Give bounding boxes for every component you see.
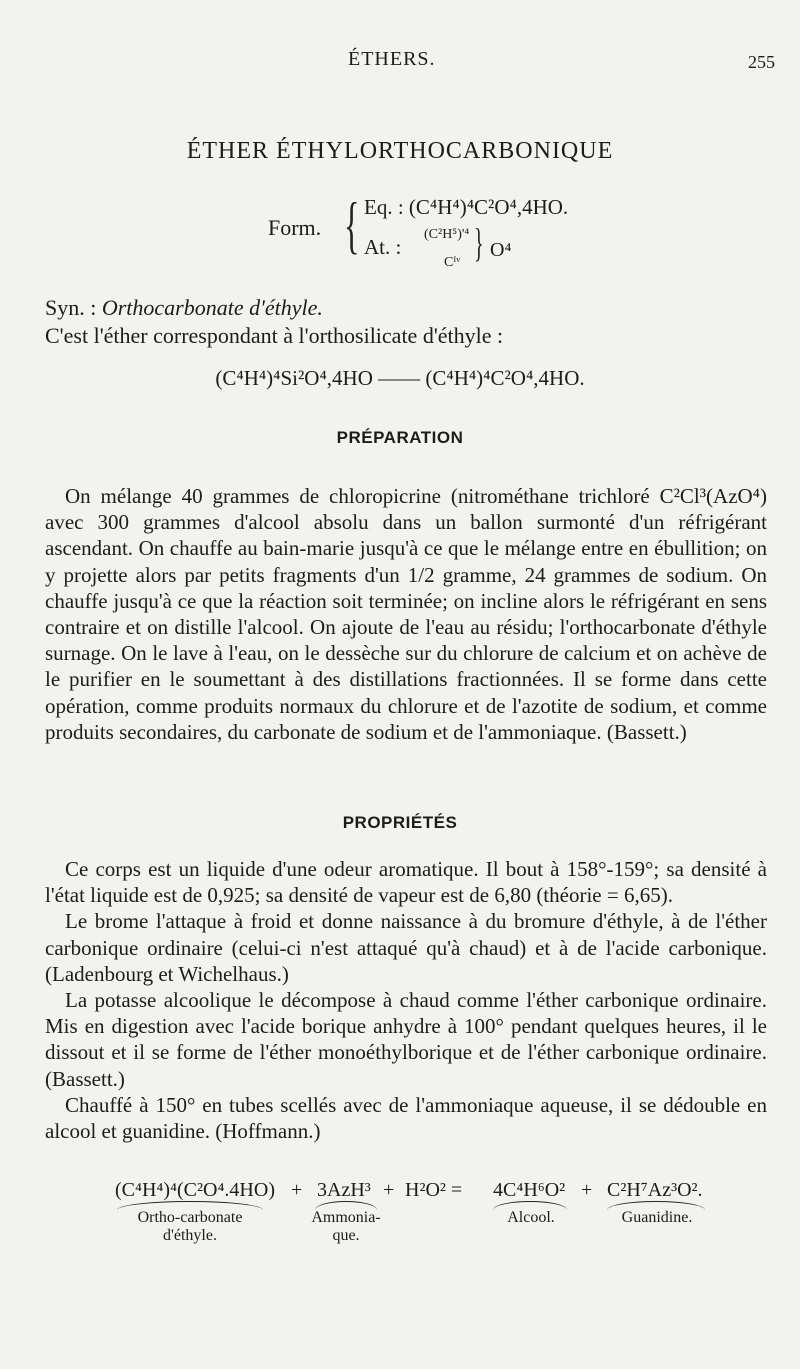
proprietes-paragraph-3: La potasse alcoolique le décompose à chaud comme l'éther carbonique ordinaire. Mis en digestion avec l'acide borique anhydre à 100° pendant quelques heures, il le dissout et il se forme de l'éther monoéthylborique et de l'éther carbonique ordinaire. (Bassett.) [45,988,767,1091]
equivalent-formula: Eq. : (C⁴H⁴)⁴C²O⁴,4HO. [364,195,569,219]
proprietes-paragraph-2: Le brome l'attaque à froid et donne naissance à du bromure d'éthyle, à de l'éther carbonique ordinaire (celui-ci n'est attaqué qu'à chaud) et à de l'acide carbonique. (Ladenbourg et Wichelhaus.) [45,909,767,986]
page-number: 255 [748,52,775,72]
comparison-formula: (C⁴H⁴)⁴Si²O⁴,4HO —— (C⁴H⁴)⁴C²O⁴,4HO. [215,366,585,390]
atomic-formula-suffix: O⁴ [490,239,512,261]
atomic-formula-bottom: Cᴵᵛ [444,255,461,270]
proprietes-paragraphs [45,856,767,1144]
running-header [0,48,800,78]
plus-sign: + [581,1179,593,1201]
label-ammonia [311,1209,381,1245]
label-orthocarbonate-line2: d'éthyle. [163,1227,217,1244]
proprietes-paragraph-1: Ce corps est un liquide d'une odeur aromatique. Il bout à 158°-159°; sa densité à l'état liquide est de 0,925; sa densité de vapeur est de 6,80 (théorie = 6,65). [45,857,767,908]
label-ammonia-line1: Ammonia- [311,1209,381,1226]
label-orthocarbonate [115,1209,265,1245]
synonym-name: Orthocarbonate d'éthyle. [101,295,323,320]
plus-sign: + [383,1179,395,1201]
section-heading-preparation: PRÉPARATION [336,428,464,447]
label-alcohol: Alcool. [507,1209,555,1226]
article-title: ÉTHER ÉTHYLORTHOCARBONIQUE [186,138,614,164]
reactant-ammonia: 3AzH³ [317,1179,371,1201]
intro-line: C'est l'éther correspondant à l'orthosilicate d'éthyle : [45,323,504,348]
running-title: ÉTHERS. [348,48,436,70]
section-heading-proprietes: PROPRIÉTÉS [342,813,458,832]
synonym-line [45,295,323,321]
reactant-orthocarbonate: (C⁴H⁴)⁴(C²O⁴.4HO) [115,1179,275,1201]
proprietes-paragraph-4: Chauffé à 150° en tubes scellés avec de l'ammoniaque aqueuse, il se dédouble en alcool et guanidine. (Hoffmann.) [45,1092,767,1144]
right-brace-icon: } [474,220,484,265]
formula-block [268,187,688,297]
atomic-formula-top: (C²H⁵)'⁴ [424,227,470,242]
label-orthocarbonate-line1: Ortho-carbonate [137,1209,243,1226]
formula-label: Form. [268,215,322,240]
preparation-paragraph [45,483,767,745]
product-guanidine: C²H⁷Az³O². [607,1179,703,1201]
label-guanidine: Guanidine. [621,1209,693,1226]
reaction-equation [115,1179,715,1259]
atomic-formula-prefix: At. : [364,235,402,259]
plus-sign: + [291,1179,303,1201]
preparation-text: On mélange 40 grammes de chloropicrine (nitrométhane trichloré C²Cl³(AzO⁴) avec 300 grammes d'alcool absolu dans un ballon surmonté d'un réfrigérant ascendant. On chauffe au bain-marie jusqu'à ce que le mélange entre en ébullition; on y projette alors par petits fragments d'un 1/2 gramme, 24 grammes de sodium. On chauffe jusqu'à ce que la réaction soit terminée; on incline alors le réfrigérant en sens contraire et on distille l'alcool. On ajoute de l'eau au résidu; l'orthocarbonate d'éthyle surnage. On le lave à l'eau, on le dessèche sur du chlorure de calcium et on achève de le purifier en le soumettant à des distillations fractionnées. Il se forme dans cette opération, comme produits normaux du chlorure et de l'azotite de sodium, et comme produits secondaires, du carbonate de sodium et de l'ammoniaque. (Bassett.) [45,484,767,744]
synonym-prefix: Syn. : [45,295,102,320]
label-ammonia-line2: que. [332,1227,360,1244]
product-alcohol: 4C⁴H⁶O² [493,1179,566,1201]
reactant-water: H²O² = [405,1179,463,1201]
left-brace-icon: { [344,189,360,260]
